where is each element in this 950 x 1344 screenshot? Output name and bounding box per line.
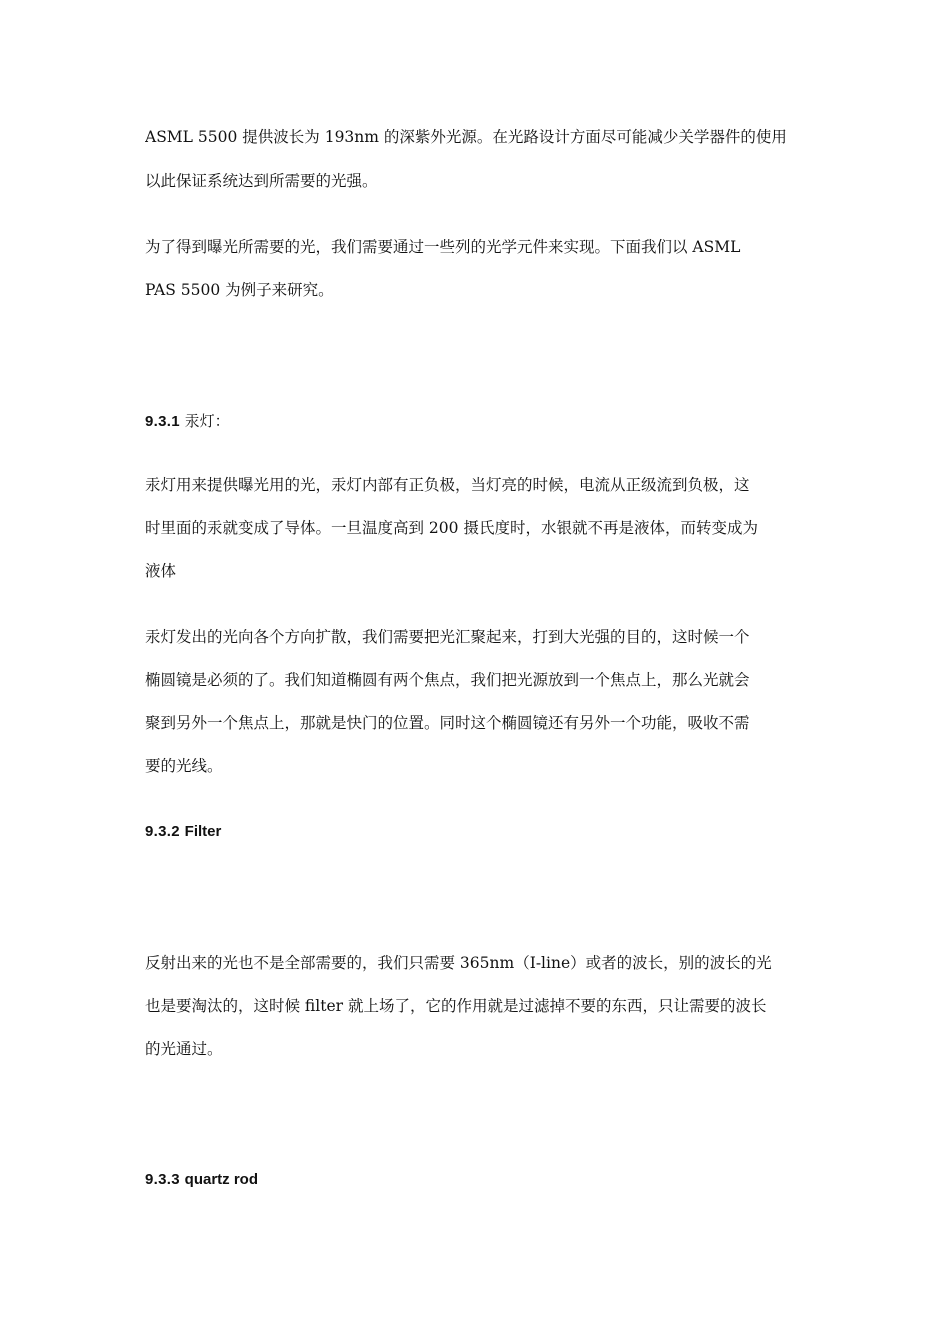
paragraph-line: 汞灯发出的光向各个方向扩散，我们需要把光汇聚起来，打到大光强的目的，这时候一个 bbox=[145, 628, 750, 646]
paragraph-line: 的光通过。 bbox=[145, 1040, 223, 1058]
paragraph-line: 以此保证系统达到所需要的光强。 bbox=[145, 172, 378, 190]
paragraph-line: 聚到另外一个焦点上，那就是快门的位置。同时这个椭圆镜还有另外一个功能，吸收不需 bbox=[145, 714, 750, 732]
section-heading-9-3-2 bbox=[145, 821, 221, 842]
paragraph-line: 也是要淘汰的，这时候 filter 就上场了，它的作用就是过滤掉不要的东西，只让需要的波长 bbox=[145, 997, 767, 1015]
paragraph-line: 液体 bbox=[145, 562, 177, 580]
paragraph-line: 要的光线。 bbox=[145, 757, 223, 775]
paragraph-line: 反射出来的光也不是全部需要的，我们只需要 365nm（I-line）或者的波长，别的波长的光 bbox=[145, 954, 772, 972]
paragraph-line: PAS 5500 为例子来研究。 bbox=[145, 281, 334, 299]
paragraph-line: 汞灯用来提供曝光用的光，汞灯内部有正负极，当灯亮的时候，电流从正级流到负极，这 bbox=[145, 476, 750, 494]
section-heading-9-3-1 bbox=[145, 411, 230, 432]
heading-title: quartz rod bbox=[184, 1171, 258, 1188]
paragraph-line: ASML 5500 提供波长为 193nm 的深紫外光源。在光路设计方面尽可能减少关学器件的使用 bbox=[145, 128, 787, 146]
heading-number: 9.3.3 bbox=[145, 1171, 180, 1188]
heading-number: 9.3.2 bbox=[145, 823, 180, 840]
heading-title: Filter bbox=[184, 823, 222, 840]
paragraph-line: 椭圆镜是必须的了。我们知道椭圆有两个焦点，我们把光源放到一个焦点上，那么光就会 bbox=[145, 671, 750, 689]
section-heading-9-3-3 bbox=[145, 1169, 258, 1190]
paragraph-line: 时里面的汞就变成了导体。一旦温度高到 200 摄氏度时，水银就不再是液体，而转变成为 bbox=[145, 519, 758, 537]
heading-number: 9.3.1 bbox=[145, 413, 180, 430]
paragraph-line: 为了得到曝光所需要的光，我们需要通过一些列的光学元件来实现。下面我们以 ASML bbox=[145, 238, 741, 256]
heading-title: 汞灯： bbox=[184, 412, 230, 430]
